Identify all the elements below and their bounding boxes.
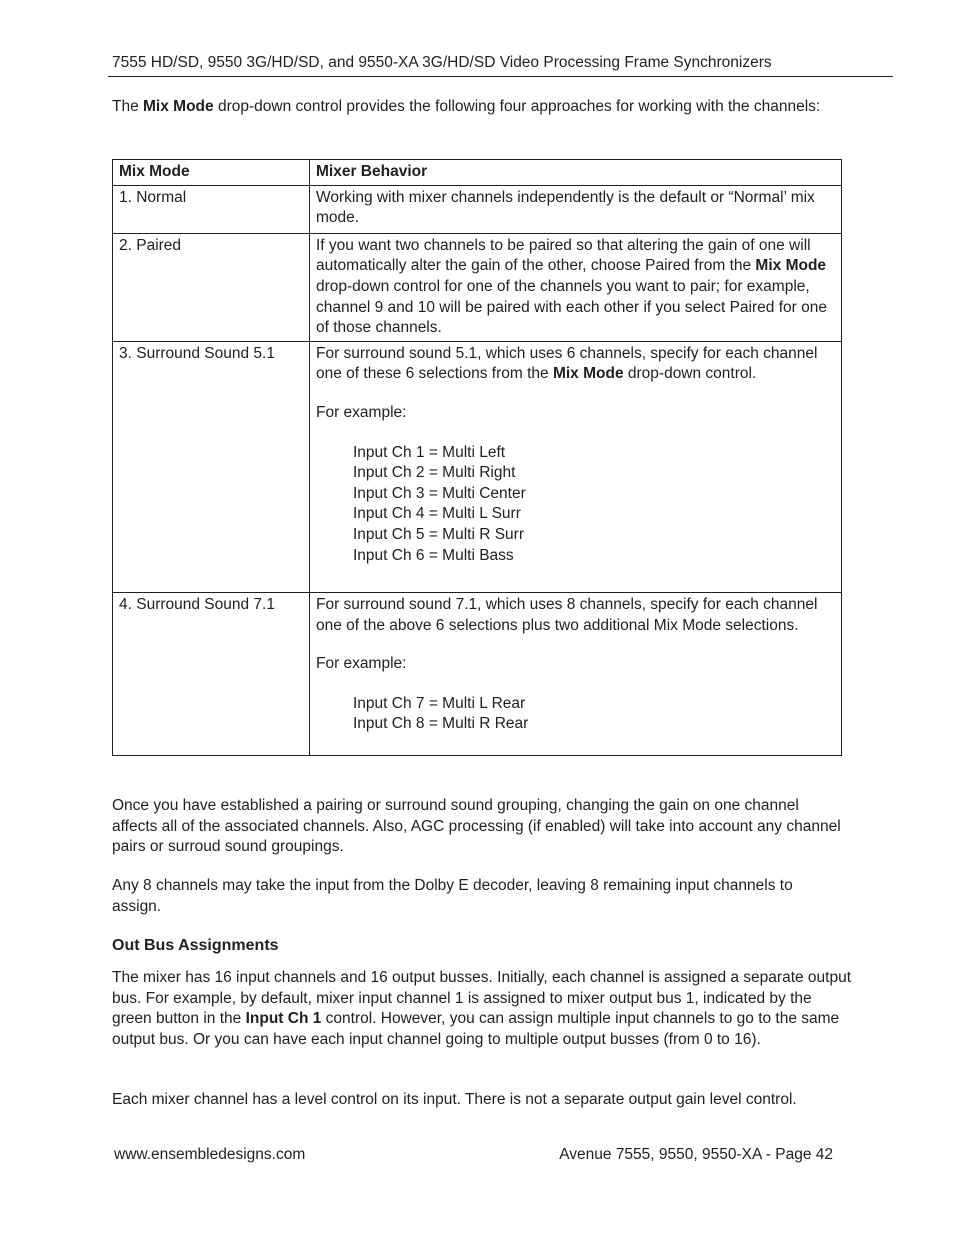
- dolby-paragraph: Any 8 channels may take the input from the Dolby E decoder, leaving 8 remaining input channels to assign.: [112, 877, 793, 915]
- mode-cell: 1. Normal: [113, 185, 310, 233]
- behavior-cell: [310, 341, 842, 592]
- header-mix-mode: Mix Mode: [119, 163, 190, 180]
- table-row: [113, 233, 842, 341]
- mix-mode-table: [112, 159, 842, 756]
- example-line: Input Ch 8 = Multi R Rear: [353, 715, 529, 733]
- behavior-text-rest: drop-down control.: [623, 365, 757, 383]
- behavior-text: For surround sound 7.1, which uses 8 channels, specify for each channel one of the above 6 selections plus two additional Mix Mode selections.: [316, 596, 818, 634]
- example-line: Input Ch 7 = Multi L Rear: [353, 694, 526, 712]
- behavior-text: [316, 344, 835, 385]
- footer-page-number: Avenue 7555, 9550, 9550-XA - Page 42: [559, 1146, 833, 1163]
- mode-cell: 3. Surround Sound 5.1: [113, 341, 310, 592]
- table-row: [113, 185, 842, 233]
- mode-cell: 4. Surround Sound 7.1: [113, 593, 310, 756]
- mixer-paragraph: [112, 968, 852, 1050]
- example-line: Input Ch 4 = Multi L Surr: [353, 505, 521, 523]
- section-heading: Out Bus Assignments: [112, 937, 279, 954]
- table-header-cell: [113, 160, 310, 186]
- example-line: Input Ch 1 = Multi Left: [353, 443, 506, 461]
- behavior-bold: Mix Mode: [552, 365, 624, 383]
- table-row: [113, 593, 842, 756]
- behavior-text-rest: drop-down control for one of the channels you want to pair; for example, channel 9 and 10 will be paired with each other if you select Paired for one of those channels.: [316, 277, 827, 337]
- behavior-bold: Mix Mode: [755, 257, 827, 275]
- behavior-cell: [310, 593, 842, 756]
- intro-text-rest: drop-down control provides the following four approaches for working with the channels:: [213, 98, 821, 115]
- mixer-text-rest: control. However, you can assign multiple input channels to go to the same output bus. Or you can have each input channel going to multiple output busses (from 0 to 16).: [112, 1010, 840, 1048]
- intro-bold: Mix Mode: [143, 98, 214, 115]
- mode-cell: 2. Paired: [113, 233, 310, 341]
- behavior-text-part: For surround sound 5.1, which uses 6 channels, specify for each channel one of these 6 selections from the: [316, 344, 818, 383]
- example-line: Input Ch 6 = Multi Bass: [353, 546, 514, 564]
- footer-website[interactable]: www.ensembledesigns.com: [114, 1146, 306, 1163]
- header-mixer-behavior: Mixer Behavior: [316, 163, 428, 180]
- table-header-cell: [310, 160, 842, 186]
- behavior-cell: Working with mixer channels independently is the default or “Normal’ mix mode.: [310, 185, 842, 233]
- intro-text: The: [112, 98, 144, 115]
- example-line: Input Ch 2 = Multi Right: [353, 464, 516, 482]
- intro-paragraph: [112, 97, 844, 118]
- level-paragraph: Each mixer channel has a level control on its input. There is not a separate output gain level control.: [112, 1091, 797, 1108]
- example-label: For example:: [316, 403, 407, 421]
- example-label: For example:: [316, 655, 407, 673]
- header-rule: [108, 76, 893, 77]
- example-line: Input Ch 3 = Multi Center: [353, 484, 526, 502]
- table-header-row: [113, 160, 842, 186]
- mixer-bold: Input Ch 1: [245, 1010, 322, 1028]
- running-header: 7555 HD/SD, 9550 3G/HD/SD, and 9550-XA 3G/HD/SD Video Processing Frame Synchronizers: [112, 54, 772, 71]
- grouping-paragraph: Once you have established a pairing or surround sound grouping, changing the gain on one channel affects all of the associated channels. Also, AGC processing (if enabled) will take into account any channel pairs or surroud sound groupings.: [112, 797, 841, 856]
- example-line: Input Ch 5 = Multi R Surr: [353, 525, 524, 543]
- mixer-text: The mixer has 16 input channels and 16 output busses. Initially, each channel is assigned a separate output bus. For example, by default, mixer input channel 1 is assigned to mixer output bus 1, indicated by the green button in the: [112, 969, 852, 1028]
- behavior-cell: [310, 233, 842, 341]
- behavior-text: If you want two channels to be paired so that altering the gain of one will automatically alter the gain of the other, choose Paired from the: [316, 236, 811, 275]
- table-row: [113, 341, 842, 592]
